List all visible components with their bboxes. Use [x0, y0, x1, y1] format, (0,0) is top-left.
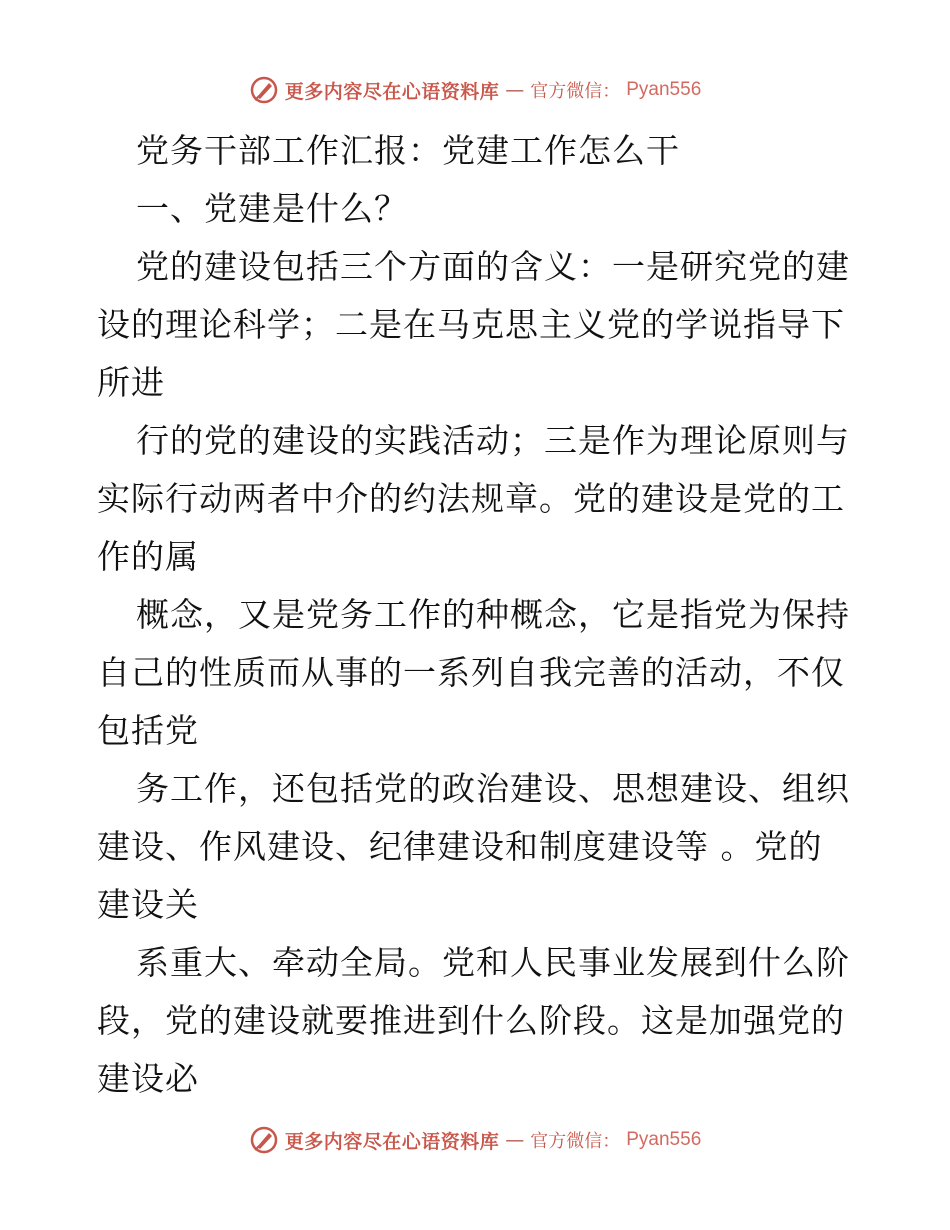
- paragraph-line: 自己的性质而从事的一系列自我完善的活动，不仅: [97, 653, 845, 692]
- section-heading: 一、党建是什么？: [136, 189, 408, 228]
- banner-wechat-label: 官方微信：: [530, 1131, 621, 1152]
- banner-dash: —: [505, 1129, 525, 1151]
- banner-wechat-id: Pyan556: [626, 79, 702, 100]
- paragraph-line: 务工作，还包括党的政治建设、思想建设、组织: [136, 769, 850, 808]
- banner-main-text: 更多内容尽在心语资料库: [284, 1130, 500, 1153]
- banner-dash: —: [505, 79, 525, 101]
- quill-logo-icon: [249, 75, 279, 105]
- paragraph-line: 设的理论科学；二是在马克思主义党的学说指导下: [97, 305, 845, 344]
- paragraph-line: 实际行动两者中介的约法规章。党的建设是党的工: [97, 479, 845, 518]
- quill-logo-icon: [249, 1125, 279, 1155]
- paragraph-line: 建设必: [97, 1059, 199, 1098]
- banner-wechat-id: Pyan556: [626, 1129, 702, 1150]
- paragraph-line: 系重大、牵动全局。党和人民事业发展到什么阶: [136, 943, 850, 982]
- paragraph-line: 行的党的建设的实践活动；三是作为理论原则与: [136, 421, 850, 460]
- watermark-banner-top: [0, 70, 950, 110]
- document-body: [97, 122, 857, 1108]
- paragraph-line: 作的属: [97, 537, 199, 576]
- document-title: 党务干部工作汇报：党建工作怎么干: [136, 131, 680, 170]
- paragraph-line: 所进: [97, 363, 165, 402]
- paragraph-line: 概念，又是党务工作的种概念，它是指党为保持: [136, 595, 850, 634]
- paragraph-line: 建设关: [97, 885, 199, 924]
- paragraph-line: 建设、作风建设、纪律建设和制度建设等 。党的: [97, 827, 823, 866]
- watermark-banner-bottom: [0, 1120, 950, 1160]
- paragraph-line: 党的建设包括三个方面的含义：一是研究党的建: [136, 247, 850, 286]
- banner-main-text: 更多内容尽在心语资料库: [284, 80, 500, 103]
- banner-wechat-label: 官方微信：: [530, 81, 621, 102]
- paragraph-line: 包括党: [97, 711, 199, 750]
- paragraph-line: 段，党的建设就要推进到什么阶段。这是加强党的: [97, 1001, 845, 1040]
